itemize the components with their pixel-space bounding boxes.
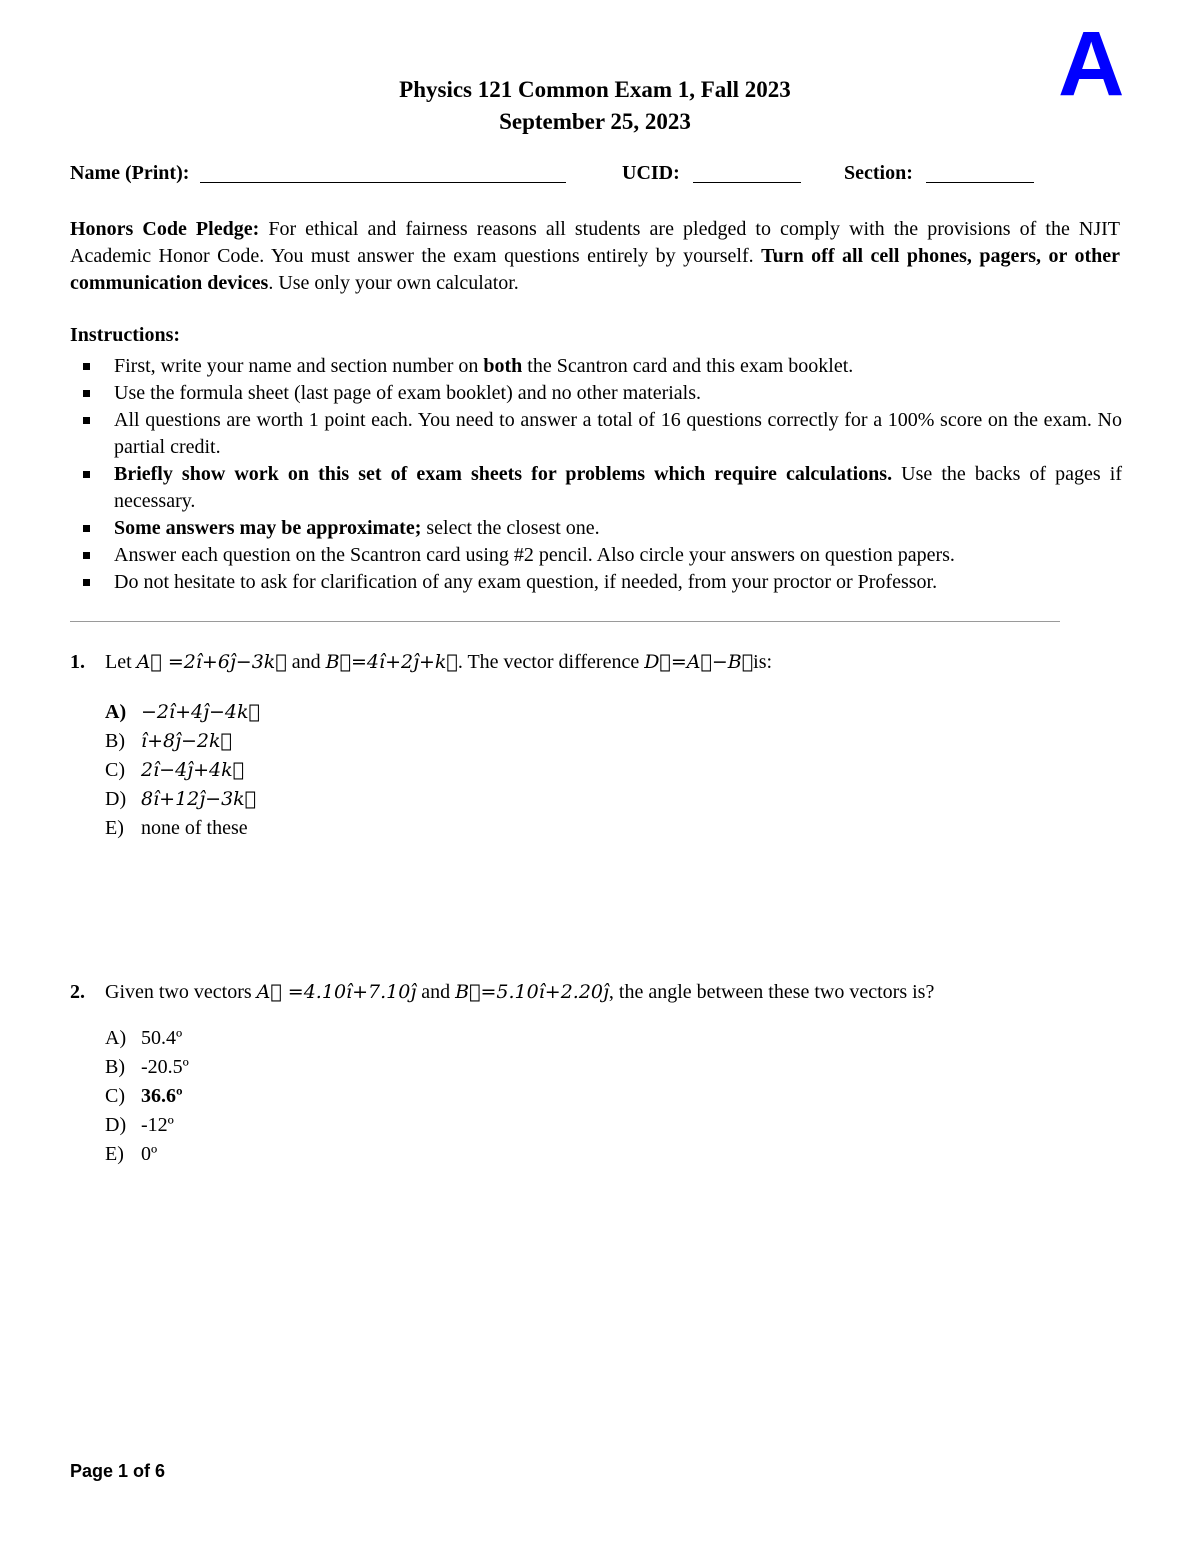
section-divider (70, 621, 1060, 622)
exam-version-letter: A (1058, 13, 1125, 115)
instruction-item: Do not hesitate to ask for clarification of any exam question, if needed, from your proctor or Professor. (70, 569, 1122, 596)
answer-option[interactable]: D) 8î+12ĵ−3k⃗ (105, 788, 257, 810)
instruction-item: First, write your name and section number on both the Scantron card and this exam booklet. (70, 353, 1122, 380)
pledge-tail: . Use only your own calculator. (268, 272, 519, 294)
instructions-list (70, 353, 1122, 596)
instruction-item: Some answers may be approximate; select the closest one. (70, 515, 1122, 542)
answer-option[interactable]: B) -20.5º (105, 1056, 189, 1078)
question-text: Let A⃗ =2î+6ĵ−3k⃗ and B⃗=4î+2ĵ+k⃗. The vector difference D⃗=A⃗−B⃗is: (105, 651, 773, 673)
question-1-options (105, 698, 260, 843)
pledge-text: For ethical and fairness reasons all students are pledged to comply with the provisions of the NJIT Academic Honor Code. You must answer the exam questions entirely by yourself. (70, 218, 1121, 267)
instruction-item: Briefly show work on this set of exam sheets for problems which require calculations. Use the backs of pages if necessary. (70, 461, 1122, 515)
name-label: Name (Print): (70, 162, 190, 184)
instructions-heading: Instructions: (70, 324, 181, 346)
answer-option[interactable]: A) 50.4º (105, 1027, 183, 1049)
ucid-blank[interactable] (693, 163, 801, 183)
answer-option[interactable]: B) î+8ĵ−2k⃗ (105, 730, 232, 752)
section-field[interactable] (844, 163, 1034, 183)
answer-option[interactable]: E) 0º (105, 1143, 158, 1165)
instruction-item: All questions are worth 1 point each. You need to answer a total of 16 questions correctly for a 100% score on the exam. No partial credit. (70, 407, 1122, 461)
answer-option[interactable]: C) 2î−4ĵ+4k⃗ (105, 759, 244, 781)
question-number: 1. (70, 651, 85, 673)
ucid-label: UCID: (622, 162, 680, 184)
question-text: Given two vectors A⃗ =4.10î+7.10ĵ and B⃗=5.10î+2.20ĵ, the angle between these two vectors is? (105, 981, 935, 1003)
page-number: Page 1 of 6 (70, 1461, 166, 1481)
pledge-bold-text: Turn off all cell phones, pagers, or other communication devices (70, 245, 1120, 294)
question-number: 2. (70, 981, 85, 1003)
section-label: Section: (844, 162, 913, 184)
ucid-field[interactable] (622, 163, 801, 183)
section-blank[interactable] (926, 163, 1034, 183)
question-2-options (105, 1024, 189, 1169)
answer-option[interactable]: C) 36.6º (105, 1085, 183, 1107)
honor-code-pledge (70, 216, 1120, 297)
exam-date: September 25, 2023 (499, 109, 691, 134)
answer-option[interactable]: A) −2î+4ĵ−4k⃗ (105, 701, 260, 723)
instruction-item: Use the formula sheet (last page of exam booklet) and no other materials. (70, 380, 1122, 407)
name-field[interactable] (70, 163, 566, 183)
instruction-item: Answer each question on the Scantron card using #2 pencil. Also circle your answers on question papers. (70, 542, 1122, 569)
answer-option[interactable]: E) none of these (105, 817, 248, 839)
exam-title: Physics 121 Common Exam 1, Fall 2023 (399, 77, 791, 102)
pledge-label: Honors Code Pledge: (70, 218, 260, 240)
answer-option[interactable]: D) -12º (105, 1114, 174, 1136)
name-blank[interactable] (200, 163, 566, 183)
